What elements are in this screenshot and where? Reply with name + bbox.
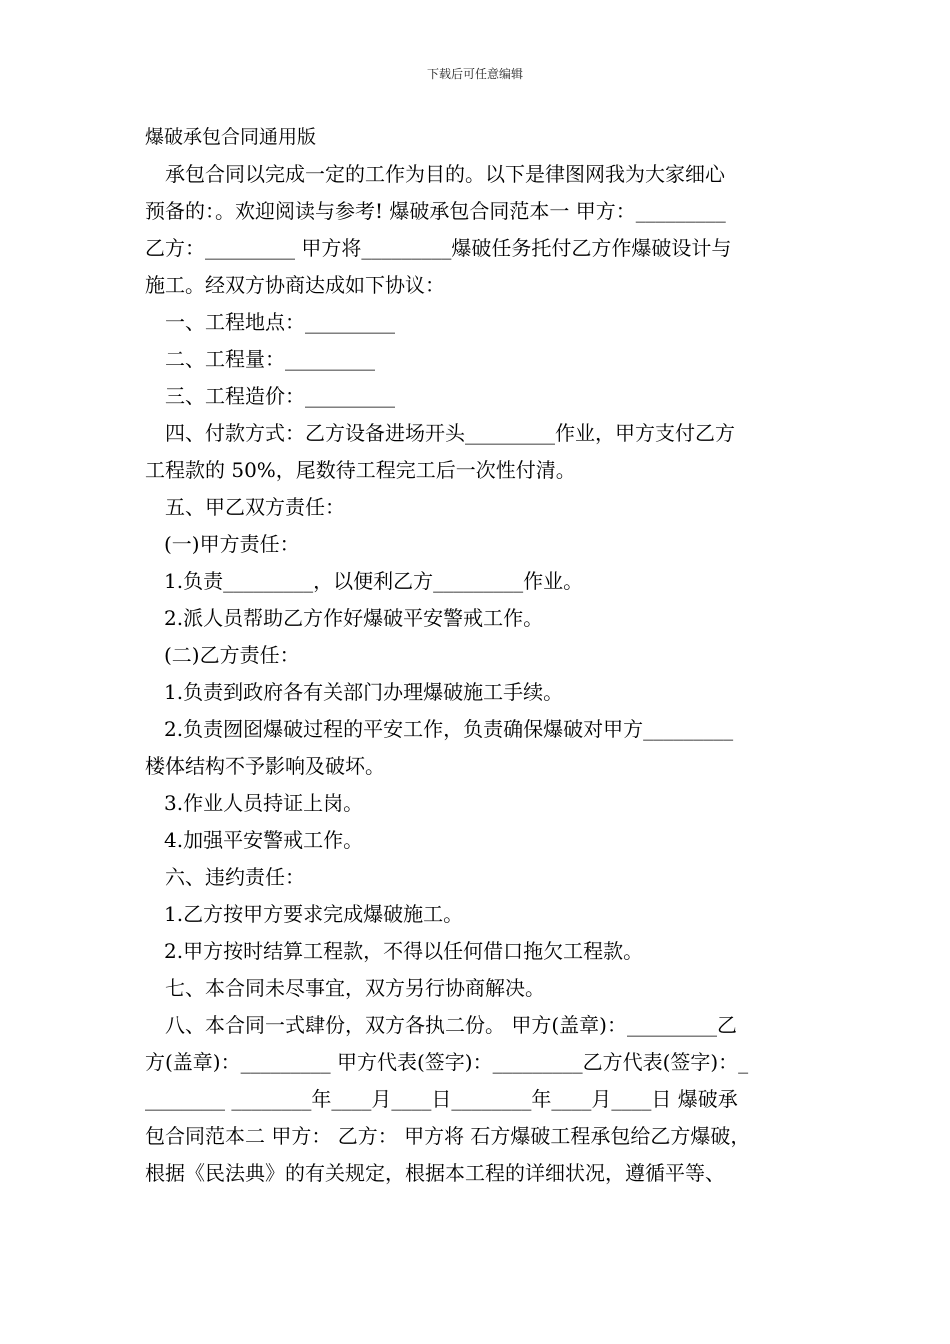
document-line: 方(盖章)：_________ 甲方代表(签字)：_________乙方代表(签字)：_ xyxy=(145,1050,749,1074)
document-line: 1.负责_________，以便利乙方_________作业。 xyxy=(164,569,584,593)
document-line: 2.负责囫囵爆破过程的平安工作，负责确保爆破对甲方_________ xyxy=(164,717,734,741)
document-line: 3.作业人员持证上岗。 xyxy=(164,791,364,815)
document-title: 爆破承包合同通用版 xyxy=(145,126,317,148)
page-header-note: 下载后可任意编辑 xyxy=(426,67,523,81)
document-line: 五、甲乙双方责任： xyxy=(165,495,345,519)
document-line: (二)乙方责任： xyxy=(164,643,300,667)
document-line: (一)甲方责任： xyxy=(164,532,300,556)
document-line: 四、付款方式：乙方设备进场开头_________作业，甲方支付乙方 xyxy=(165,421,735,445)
document-line: 楼体结构不予影响及破坏。 xyxy=(145,754,385,778)
document-line: 预备的：。欢迎阅读与参考! 爆破承包合同范本一 甲方：_________ xyxy=(145,199,726,223)
document-line: 六、违约责任： xyxy=(165,865,305,889)
document-line: 1.乙方按甲方要求完成爆破施工。 xyxy=(164,902,464,926)
document-line: 乙方：_________ 甲方将_________爆破任务托付乙方作爆破设计与 xyxy=(145,236,732,260)
document-line: 八、本合同一式肆份，双方各执二份。 甲方(盖章)：_________乙 xyxy=(165,1013,737,1037)
document-line: 包合同范本二 甲方： 乙方： 甲方将 石方爆破工程承包给乙方爆破， xyxy=(145,1124,751,1148)
document-line: 根据《民法典》的有关规定，根据本工程的详细状况，遵循平等、 xyxy=(145,1161,725,1185)
document-line: 七、本合同未尽事宜，双方另行协商解决。 xyxy=(165,976,545,1000)
document-line: 4.加强平安警戒工作。 xyxy=(164,828,364,852)
document-line: 承包合同以完成一定的工作为目的。以下是律图网我为大家细心 xyxy=(165,162,725,186)
document-line: 二、工程量：_________ xyxy=(165,347,375,371)
document-line: 施工。经双方协商达成如下协议： xyxy=(145,273,445,297)
document-line: 一、工程地点：_________ xyxy=(165,310,395,334)
document-body xyxy=(145,156,809,1192)
document-line: 1.负责到政府各有关部门办理爆破施工手续。 xyxy=(164,680,564,704)
document-line: ________ ________年____月____日________年____月____日 爆破承 xyxy=(145,1087,738,1111)
document-line: 2.派人员帮助乙方作好爆破平安警戒工作。 xyxy=(164,606,544,630)
document-line: 工程款的 50%，尾数待工程完工后一次性付清。 xyxy=(145,458,576,482)
document-line: 2.甲方按时结算工程款，不得以任何借口拖欠工程款。 xyxy=(164,939,644,963)
document-line: 三、工程造价：_________ xyxy=(165,384,395,408)
